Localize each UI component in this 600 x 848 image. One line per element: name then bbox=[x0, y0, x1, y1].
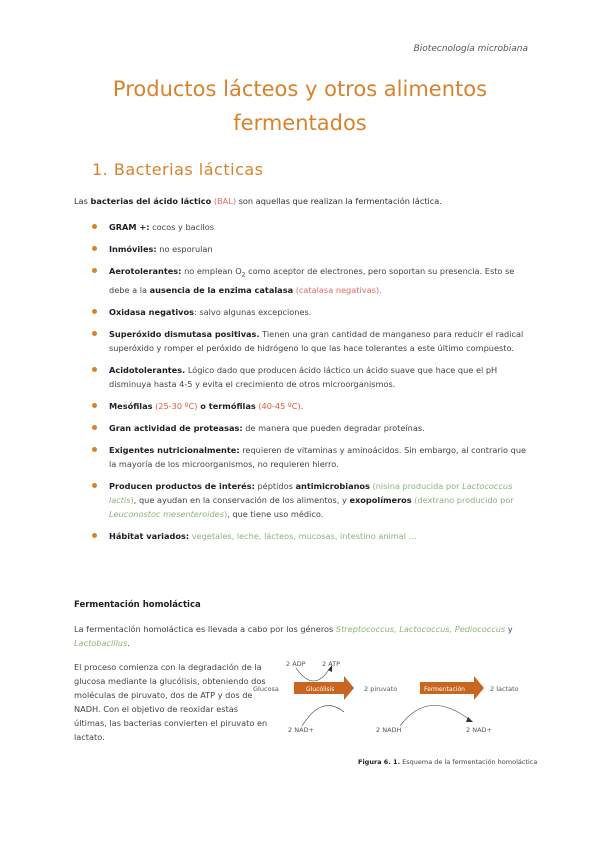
intro-paragraph bbox=[74, 196, 442, 206]
list-item-acidotolerantes bbox=[92, 363, 532, 391]
bullet-dot bbox=[92, 483, 97, 488]
intro-pre: Las bbox=[74, 196, 91, 206]
bullet-dot bbox=[92, 367, 97, 372]
genera-paragraph bbox=[74, 622, 524, 650]
item-note: (catalasa negativas). bbox=[293, 284, 382, 295]
item-subscript: 2 bbox=[241, 271, 246, 279]
item-bold: Producen productos de interés: bbox=[109, 480, 255, 491]
label-nad-in: 2 NAD+ bbox=[288, 726, 314, 734]
item-text: : salvo algunas excepciones. bbox=[194, 306, 312, 317]
bullet-dot bbox=[92, 425, 97, 430]
genera-text: La fermentación homoláctica es llevada a cabo por los géneros bbox=[74, 624, 336, 634]
item-green-1: (nisina producida por bbox=[369, 480, 463, 491]
item-bold: Gran actividad de proteasas: bbox=[109, 422, 243, 433]
item-bold-2: ausencia de la enzima catalasa bbox=[149, 284, 294, 295]
item-habitats: vegetales, leche, lácteos, mucosas, intestino animal … bbox=[189, 530, 417, 541]
item-green-1-end: ) bbox=[130, 494, 134, 505]
item-bold-2: o termófilas bbox=[197, 400, 256, 411]
item-text: péptidos bbox=[254, 480, 296, 491]
list-item-oxidasa bbox=[92, 305, 532, 319]
item-text-2: , que ayudan en la conservación de los alimentos, y bbox=[133, 494, 350, 505]
list-item-habitat bbox=[92, 529, 532, 543]
subsection-heading: Fermentación homoláctica bbox=[74, 600, 201, 610]
list-item-proteasas bbox=[92, 421, 532, 435]
item-bold: GRAM +: bbox=[109, 222, 150, 232]
item-text-3: , que tiene uso médico. bbox=[227, 508, 324, 519]
characteristics-list bbox=[92, 220, 532, 543]
item-green-2: (dextrano producido por bbox=[411, 494, 514, 505]
intro-abbr: (BAL) bbox=[213, 196, 237, 206]
item-bold: Hábitat variados: bbox=[109, 530, 190, 541]
list-item-aerotolerantes bbox=[92, 264, 532, 297]
genera-end: . bbox=[127, 638, 130, 648]
bullet-dot bbox=[92, 447, 97, 452]
list-item-mesofilas bbox=[92, 399, 532, 413]
process-paragraph: El proceso comienza con la degradación de la glucosa mediante la glucólisis, obteniendo dos moléculas de piruvato, dos de ATP y dos de NADH. Con el objetivo de reoxidar estas últimas, las bacterias convierten el piruvato en lactato. bbox=[74, 662, 268, 742]
list-item-superoxido bbox=[92, 327, 532, 355]
item-text-2: como aceptor de electrones, pero soportan su presencia. Esto se debe a la bbox=[109, 266, 515, 295]
label-nadh: 2 NADH bbox=[376, 726, 402, 734]
caption-text: Esquema de la fermentación homoláctica bbox=[400, 758, 538, 766]
label-atp: 2 ATP bbox=[322, 660, 341, 668]
homolactic-diagram bbox=[252, 656, 532, 756]
item-bold-3: exopolímeros bbox=[349, 494, 412, 505]
item-species-1: Lactococcus lactis bbox=[109, 480, 513, 505]
list-item-productos bbox=[92, 479, 532, 521]
item-text: de manera que pueden degradar proteínas. bbox=[242, 422, 425, 433]
figure-caption bbox=[358, 758, 537, 766]
label-glucolisis: Glucólisis bbox=[306, 686, 335, 693]
label-piruvato: 2 piruvato bbox=[364, 685, 398, 693]
bullet-dot bbox=[92, 224, 97, 229]
item-text: Lógico dado que producen ácido láctico un ácido suave que hace que el pH disminuya hasta 4-5 y evita el crecimiento de otros microorganismos. bbox=[109, 364, 498, 389]
genera-and: y bbox=[505, 624, 513, 634]
item-text: no esporulan bbox=[156, 244, 213, 254]
list-item-exigentes bbox=[92, 443, 532, 471]
section-number: 1. bbox=[92, 160, 109, 179]
item-text: Tienen una gran cantidad de manganeso para reducir el radical superóxido y romper el peróxido de hidrógeno lo que las hace tolerantes a este último compuesto. bbox=[109, 328, 524, 353]
item-end: . bbox=[300, 400, 304, 411]
label-nad-out: 2 NAD+ bbox=[466, 726, 492, 734]
caption-label: Figura 6. 1. bbox=[358, 758, 401, 766]
intro-bold: bacterias del ácido láctico bbox=[90, 196, 212, 206]
genera-list: Streptococcus, Lactococcus, Pediococcus bbox=[335, 624, 506, 634]
section-heading bbox=[92, 160, 264, 179]
nad-curve-1 bbox=[302, 706, 344, 726]
item-bold-2: antimicrobianos bbox=[295, 480, 370, 491]
bullet-dot bbox=[92, 268, 97, 273]
label-glucosa: Glucosa bbox=[253, 685, 279, 693]
item-bold: Superóxido dismutasa positivas. bbox=[109, 328, 260, 339]
section-title-text: Bacterias lácticas bbox=[113, 160, 264, 179]
list-item-gram bbox=[92, 220, 532, 234]
page-title bbox=[60, 72, 540, 140]
list-item-inmoviles bbox=[92, 242, 532, 256]
nad-curve-2 bbox=[400, 705, 470, 726]
title-line-2: fermentados bbox=[233, 111, 367, 135]
item-bold: Inmóviles: bbox=[109, 244, 157, 254]
bullet-dot bbox=[92, 533, 97, 538]
bullet-dot bbox=[92, 331, 97, 336]
item-text: requieren de vitaminas y aminoácidos. Sin embargo, al contrario que la mayoría de los microorganismos, no requieren hierro. bbox=[109, 444, 527, 469]
intro-post: son aquellas que realizan la fermentación láctica. bbox=[236, 196, 442, 206]
label-adp: 2 ADP bbox=[286, 660, 306, 668]
atp-curve bbox=[296, 668, 330, 681]
genus-last: Lactobacillus bbox=[74, 638, 128, 648]
bullet-dot bbox=[92, 246, 97, 251]
item-bold: Acidotolerantes. bbox=[109, 364, 186, 375]
bullet-dot bbox=[92, 403, 97, 408]
item-temp-1: (25-30 ºC) bbox=[152, 400, 198, 411]
label-fermentacion: Fermentación bbox=[424, 686, 465, 693]
item-bold: Mesófilas bbox=[109, 400, 153, 411]
title-line-1: Productos lácteos y otros alimentos bbox=[112, 77, 488, 101]
label-lactato: 2 lactato bbox=[490, 685, 519, 693]
item-species-2: Leuconostoc mesenteroides bbox=[109, 508, 224, 519]
item-bold: Aerotolerantes: bbox=[109, 266, 182, 276]
item-green-2-end: ) bbox=[224, 508, 228, 519]
item-text: no emplean O bbox=[181, 266, 242, 276]
bullet-dot bbox=[92, 309, 97, 314]
running-header: Biotecnología microbiana bbox=[413, 44, 528, 54]
item-bold: Oxidasa negativos bbox=[109, 306, 195, 317]
item-bold: Exigentes nutricionalmente: bbox=[109, 444, 240, 455]
item-text: cocos y bacilos bbox=[149, 222, 214, 232]
item-temp-2: (40-45 ºC) bbox=[255, 400, 301, 411]
